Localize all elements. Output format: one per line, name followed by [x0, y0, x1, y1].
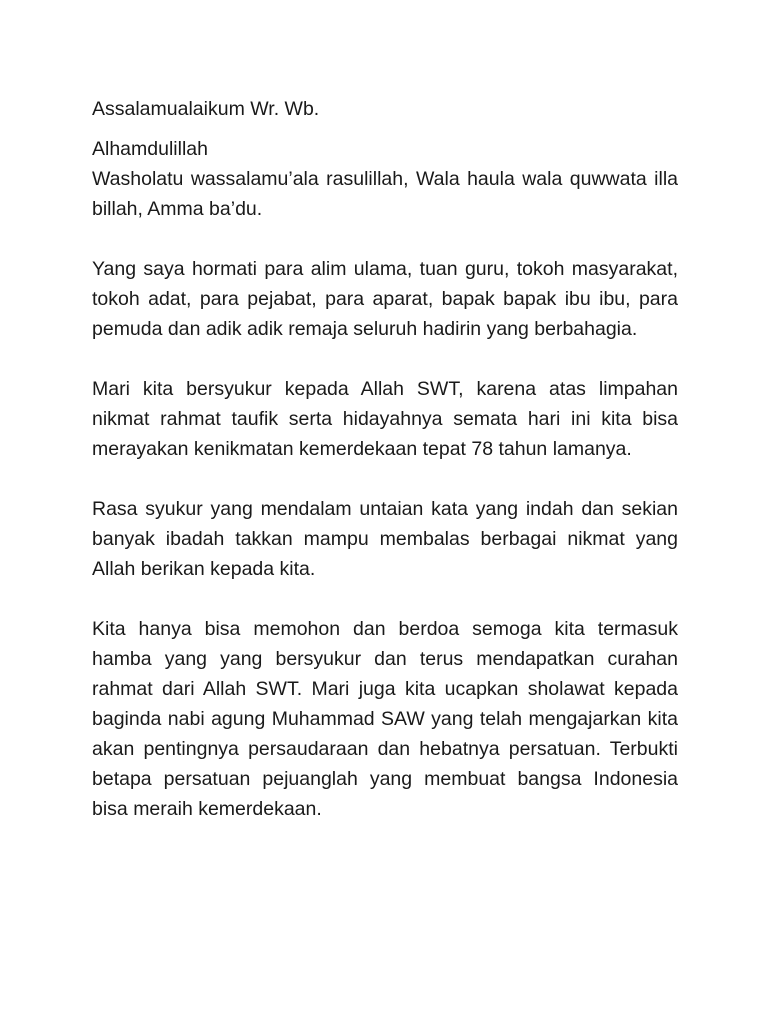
paragraph-gratitude: Mari kita bersyukur kepada Allah SWT, karena atas limpahan nikmat rahmat taufik serta hidayahnya semata hari ini kita bisa merayakan kenikmatan kemerdekaan tepat 78 tahun lamanya. [92, 378, 678, 460]
opening-block [92, 134, 678, 224]
paragraph-thanks: Rasa syukur yang mendalam untaian kata yang indah dan sekian banyak ibadah takkan mampu membalas berbagai nikmat yang Allah berikan kepada kita. [92, 498, 678, 580]
opening-line-sholawat: Washolatu wassalamu’ala rasulillah, Wala haula wala quwwata illa billah, Amma ba’du. [92, 168, 678, 220]
paragraph-prayer: Kita hanya bisa memohon dan berdoa semoga kita termasuk hamba yang yang bersyukur dan terus mendapatkan curahan rahmat dari Allah SWT. Mari juga kita ucapkan sholawat kepada baginda nabi agung Muhammad SAW yang telah mengajarkan kita akan pentingnya persaudaraan dan hebatnya persatuan. Terbukti betapa persatuan pejuanglah yang membuat bangsa Indonesia bisa meraih kemerdekaan. [92, 618, 678, 820]
paragraph-salutation: Yang saya hormati para alim ulama, tuan guru, tokoh masyarakat, tokoh adat, para pejabat, para aparat, bapak bapak ibu ibu, para pemuda dan adik adik remaja seluruh hadirin yang berbahagia. [92, 258, 678, 340]
opening-line-alhamdulillah: Alhamdulillah [92, 138, 208, 160]
greeting-text: Assalamualaikum Wr. Wb. [92, 98, 320, 120]
